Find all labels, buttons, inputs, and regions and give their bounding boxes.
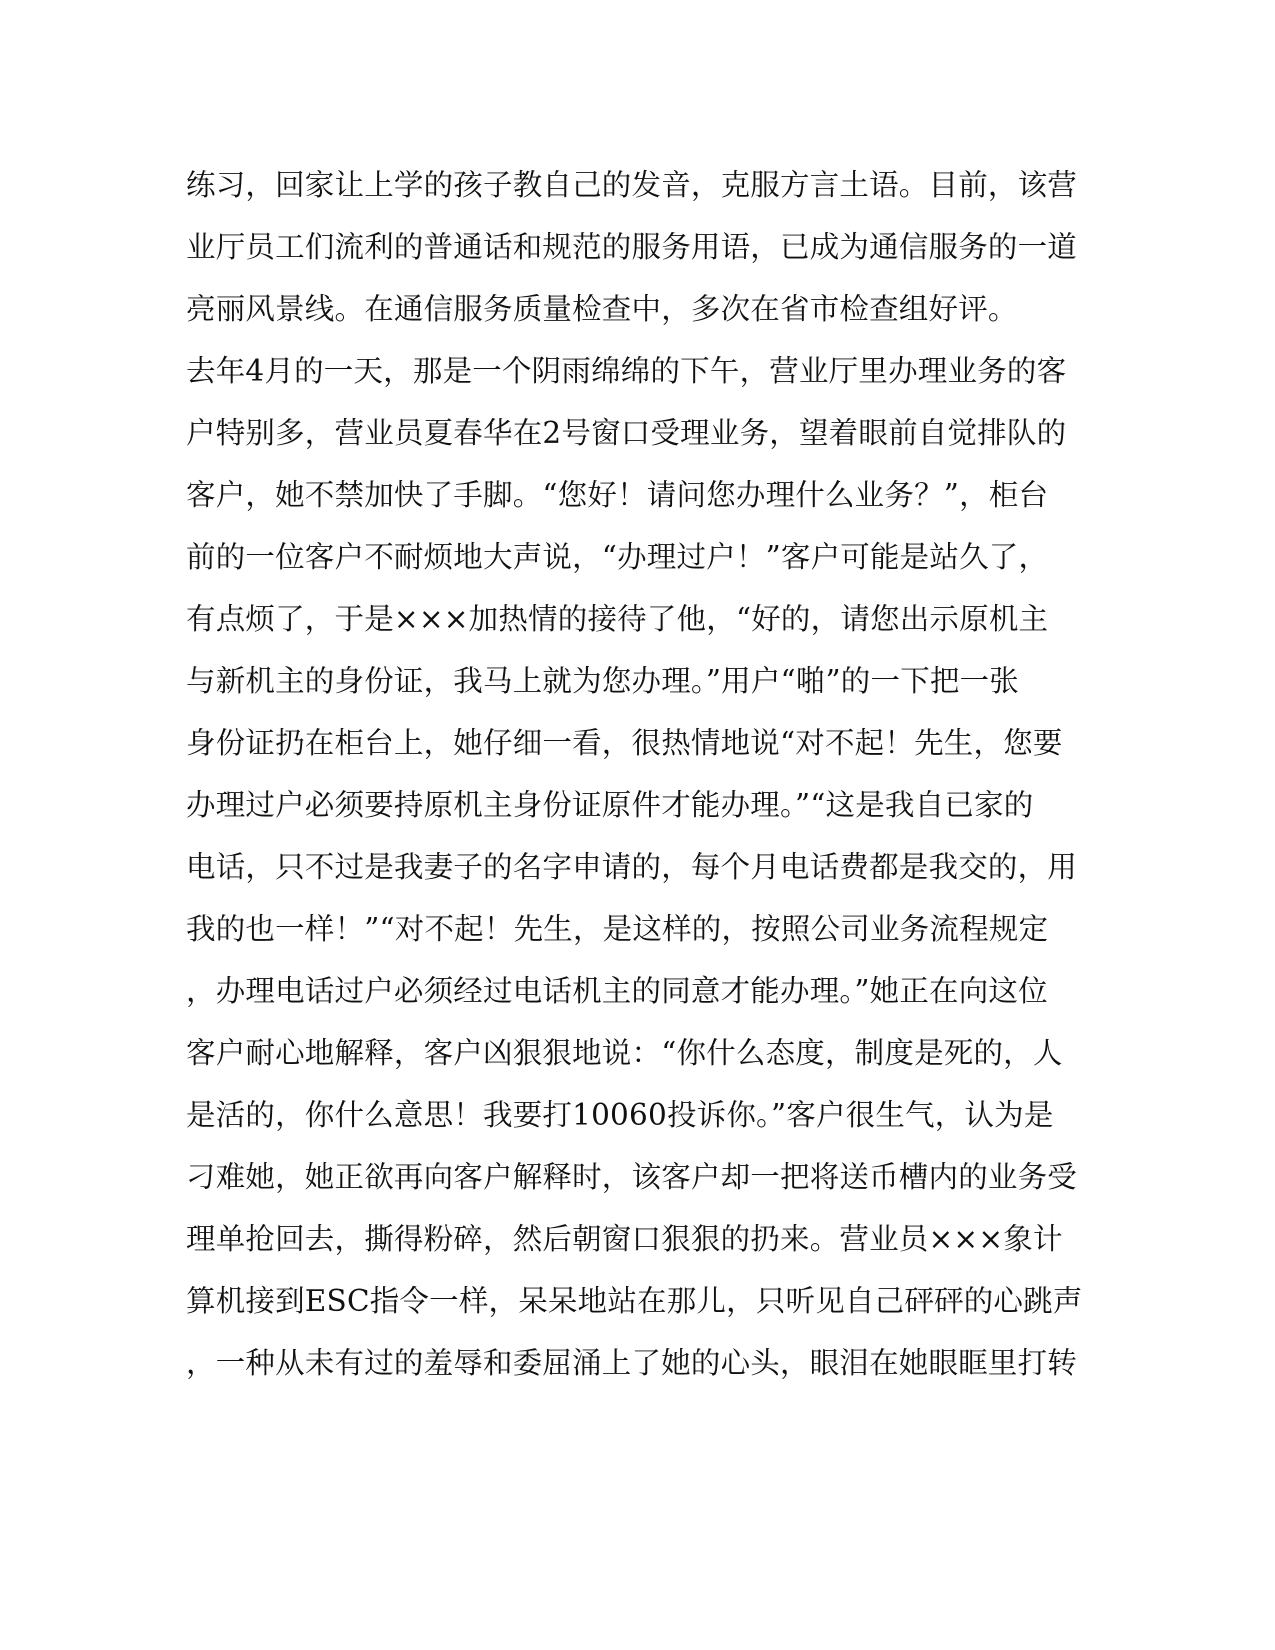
text-line: 办理过户必须要持原机主身份证原件才能办理。”“这是我自已家的	[186, 788, 1034, 822]
text-line: 前的一位客户不耐烦地大声说，“办理过户！”客户可能是站久了，	[186, 540, 1049, 574]
text-line: 电话，只不过是我妻子的名字申请的，每个月电话费都是我交的，用	[186, 850, 1078, 884]
text-line: 理单抢回去，撕得粉碎，然后朝窗口狠狠的扔来。营业员×××象计	[186, 1222, 1063, 1256]
text-line: 算机接到ESC指令一样，呆呆地站在那儿，只听见自己砰砰的心跳声	[186, 1284, 1083, 1318]
text-line: 户特别多，营业员夏春华在2号窗口受理业务，望着眼前自觉排队的	[186, 416, 1067, 450]
text-line: 客户耐心地解释，客户凶狠狠地说：“你什么态度，制度是死的，人	[186, 1036, 1063, 1070]
text-line: 练习，回家让上学的孩子教自己的发音，克服方言土语。目前，该营	[186, 168, 1078, 202]
text-line: 与新机主的身份证，我马上就为您办理。”用户“啪”的一下把一张	[186, 664, 1019, 698]
text-line: ，一种从未有过的羞辱和委屈涌上了她的心头，眼泪在她眼眶里打转	[186, 1346, 1078, 1380]
text-line: 亮丽风景线。在通信服务质量检查中，多次在省市检查组好评。	[186, 292, 1018, 326]
text-line: 刁难她，她正欲再向客户解释时，该客户却一把将送币槽内的业务受	[186, 1160, 1078, 1194]
text-line: ，办理电话过户必须经过电话机主的同意才能办理。”她正在向这位	[186, 974, 1048, 1008]
text-line: 去年4月的一天，那是一个阴雨绵绵的下午，营业厅里办理业务的客	[186, 354, 1067, 388]
body-text	[186, 161, 1083, 1401]
text-line: 身份证扔在柜台上，她仔细一看，很热情地说“对不起！先生，您要	[186, 726, 1063, 760]
text-line: 业厅员工们流利的普通话和规范的服务用语，已成为通信服务的一道	[186, 230, 1078, 264]
text-line: 客户，她不禁加快了手脚。“您好！请问您办理什么业务？”，柜台	[186, 478, 1049, 512]
text-line: 有点烦了，于是×××加热情的接待了他，“好的，请您出示原机主	[186, 602, 1049, 636]
text-line: 是活的，你什么意思！我要打10060投诉你。”客户很生气，认为是	[186, 1098, 1054, 1132]
text-line: 我的也一样！”“对不起！先生，是这样的，按照公司业务流程规定	[186, 912, 1049, 946]
